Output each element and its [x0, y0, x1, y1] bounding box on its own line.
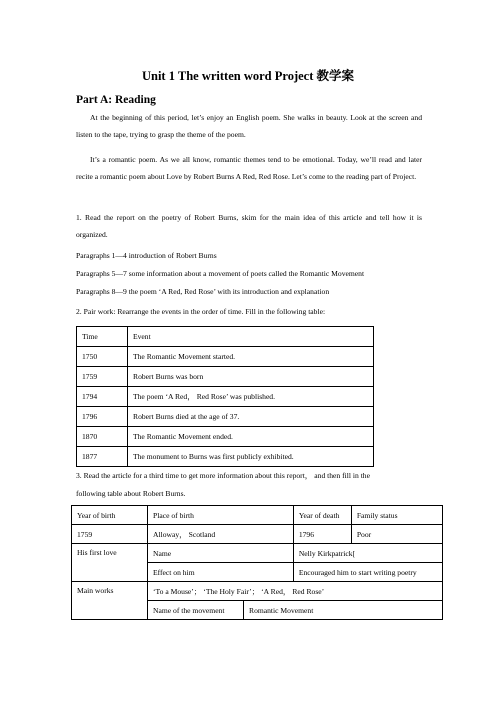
task-2-text: 2. Pair work: Rearrange the events in the order of time. Fill in the following table: — [76, 307, 326, 316]
task-3-text: 3. Read the article for a third time to get more information about this report， and then fill in the — [76, 471, 370, 480]
table-cell: Nelly Kirkpatrick[ — [293, 544, 442, 563]
table-cell: 1877 — [77, 447, 128, 467]
task-1-text: 1. Read the report on the poetry of Robert Burns, skim for the main idea of this article and tell how it is organized. — [76, 213, 422, 239]
paragraph-note-1-4: Paragraphs 1—4 introduction of Robert Burns — [76, 251, 217, 260]
table-header-cell: Time — [77, 327, 128, 347]
table-cell: ‘To a Mouse’； ‘The Holy Fair’； ‘A Red， Red Rose’ — [148, 582, 443, 601]
table-row — [77, 427, 374, 447]
table-cell: Romantic Movement — [244, 601, 443, 620]
table-cell: The monument to Burns was first publicly exhibited. — [128, 447, 374, 467]
paragraph-note-5-7: Paragraphs 5—7 some information about a movement of poets called the Romantic Movement — [76, 269, 365, 278]
table-header-cell: Family status — [351, 506, 442, 525]
table-row — [77, 387, 374, 407]
table-header-row — [72, 506, 443, 525]
timeline-table — [76, 326, 374, 467]
table-row — [77, 347, 374, 367]
table-row — [77, 447, 374, 467]
table-cell: 1750 — [77, 347, 128, 367]
table-header-row — [77, 327, 374, 347]
document-title: Unit 1 The written word Project 教学案 — [141, 69, 354, 83]
table-row — [72, 525, 443, 544]
table-cell: 1794 — [77, 387, 128, 407]
table-row — [72, 582, 443, 601]
table-cell: 1796 — [77, 407, 128, 427]
table-cell: Robert Burns was born — [128, 367, 374, 387]
table-row — [77, 367, 374, 387]
table-header-cell: Event — [128, 327, 374, 347]
table-cell: The Romantic Movement ended. — [128, 427, 374, 447]
burns-info-table — [71, 505, 443, 620]
table-cell: Alloway， Scotland — [148, 525, 294, 544]
table-header-cell: Place of birth — [148, 506, 294, 525]
table-cell: The Romantic Movement started. — [128, 347, 374, 367]
table-cell: Robert Burns died at the age of 37. — [128, 407, 374, 427]
table-cell: 1870 — [77, 427, 128, 447]
table-cell: The poem ‘A Red， Red Rose’ was published. — [128, 387, 374, 407]
table-cell: Name — [148, 544, 294, 563]
table-cell: 1796 — [293, 525, 351, 544]
table-cell: Main works — [72, 582, 148, 620]
section-heading: Part A: Reading — [76, 94, 156, 106]
table-cell: 1759 — [72, 525, 148, 544]
intro-paragraph-1: At the beginning of this period, let’s enjoy an English poem. She walks in beauty. Look at the screen and listen to the tape, trying to grasp the theme of the poem. — [76, 113, 422, 139]
table-cell: Name of the movement — [148, 601, 244, 620]
table-cell: Effect on him — [148, 563, 294, 582]
table-header-cell: Year of birth — [72, 506, 148, 525]
table-header-cell: Year of death — [293, 506, 351, 525]
table-cell: His first love — [72, 544, 148, 582]
paragraph-note-8-9: Paragraphs 8—9 the poem ‘A Red, Red Rose’ with its introduction and explanation — [76, 287, 330, 296]
table-cell: Poor — [351, 525, 442, 544]
table-row — [72, 544, 443, 563]
table-row — [77, 407, 374, 427]
table-cell: Encouraged him to start writing poetry — [293, 563, 442, 582]
table-cell: 1759 — [77, 367, 128, 387]
intro-paragraph-2: It’s a romantic poem. As we all know, romantic themes tend to be emotional. Today, we’ll read and later recite a romantic poem about Love by Robert Burns A Red, Red Rose. Let’s come to the reading part of Project. — [76, 155, 422, 181]
task-3-text-continued: following table about Robert Burns. — [76, 489, 186, 498]
